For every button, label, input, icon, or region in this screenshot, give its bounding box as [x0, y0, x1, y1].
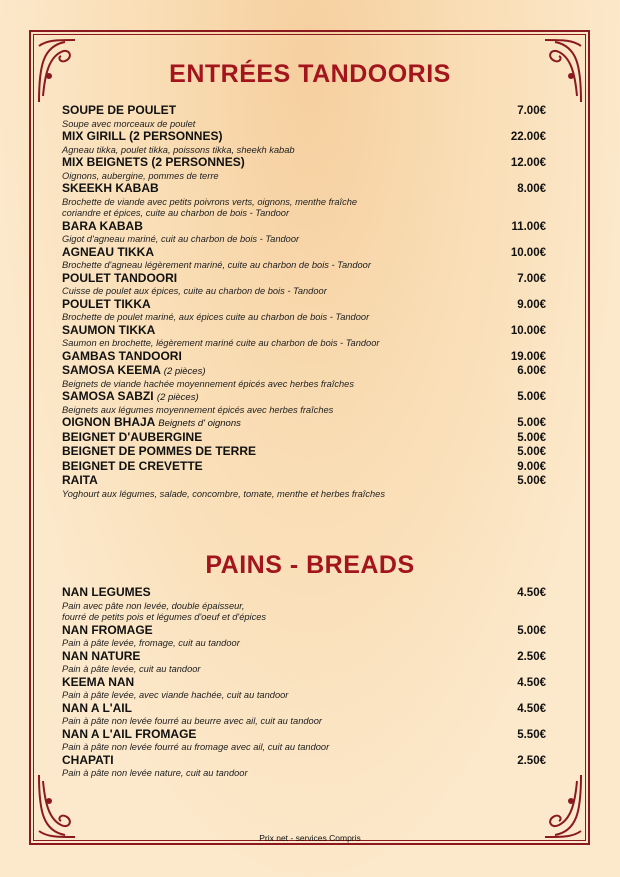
- item-price: 8.00€: [517, 183, 546, 195]
- item-name-text: POULET TIKKA: [62, 296, 151, 311]
- item-name-text: BEIGNET DE POMMES DE TERRE: [62, 444, 257, 458]
- menu-item: [62, 324, 546, 350]
- menu-item: [62, 350, 546, 365]
- item-name: [62, 220, 143, 234]
- menu-item-row: [62, 364, 546, 379]
- menu-item: [62, 624, 546, 650]
- item-description: Beignets aux légumes moyennement épicés avec herbes fraîches: [62, 404, 334, 415]
- item-name: [62, 445, 256, 459]
- item-description: Brochette de viande avec petits poivrons verts, oignons, menthe fraîche: [62, 196, 358, 207]
- item-name-text: BARA KABAB: [62, 218, 143, 233]
- item-name-text: SKEEKH KABAB: [62, 181, 159, 195]
- menu-item: [62, 272, 546, 298]
- item-name: [62, 650, 140, 664]
- menu-item-row: [62, 350, 546, 365]
- item-name-text: KEEMA NAN: [62, 674, 135, 689]
- item-name-text: NAN NATURE: [62, 648, 141, 663]
- item-name: [62, 246, 154, 260]
- item-name-text: NAN FROMAGE: [62, 622, 153, 637]
- item-price: 5.00€: [517, 624, 546, 637]
- item-name-text: BEIGNET D'AUBERGINE: [62, 429, 203, 444]
- scroll-ornament-icon: [35, 771, 79, 841]
- item-description: Pain à pâte levée, cuit au tandoor: [62, 664, 201, 674]
- item-name-text: POULET TANDOORI: [62, 270, 178, 285]
- item-name: [62, 474, 98, 488]
- item-description: Pain à pâte non levée fourré au beurre avec ail, cuit au tandoor: [62, 716, 322, 726]
- menu-item: [62, 586, 546, 624]
- item-name: [62, 624, 153, 638]
- menu-item: [62, 702, 546, 728]
- menu-item: [62, 246, 546, 272]
- menu-item: [62, 130, 546, 156]
- item-name: [62, 156, 245, 170]
- item-description: Pain avec pâte non levée, double épaisseur,: [62, 600, 245, 611]
- menu-item: [62, 474, 546, 500]
- section-title-entrees: ENTRÉES TANDOORIS: [169, 60, 451, 88]
- item-name-text: SOUPE DE POULET: [62, 103, 177, 117]
- menu-item-row: [62, 220, 546, 235]
- item-price: 2.50€: [517, 754, 546, 767]
- item-description: Beignets de viande hachée moyennement épicés avec herbes fraîches: [62, 378, 355, 389]
- menu-item-row: [62, 324, 546, 339]
- item-name-text: SAUMON TIKKA: [62, 322, 156, 337]
- menu-list-breads: [62, 586, 546, 780]
- menu-item: [62, 445, 546, 460]
- menu-item: [62, 390, 546, 416]
- item-name-text: CHAPATI: [62, 752, 114, 767]
- item-price: 10.00€: [510, 246, 546, 259]
- item-name: [62, 298, 151, 312]
- menu-item-row: [62, 298, 546, 313]
- item-name: [62, 390, 199, 405]
- item-price: 11.00€: [511, 220, 546, 233]
- item-note: (2 pièces): [163, 366, 206, 377]
- item-price: 5.00€: [517, 446, 546, 458]
- menu-item: [62, 156, 546, 182]
- menu-item: [62, 754, 546, 780]
- item-name: [62, 754, 114, 768]
- menu-item: [62, 650, 546, 676]
- item-name: [62, 431, 202, 445]
- item-name-text: MIX BEIGNETS (2 PERSONNES): [62, 155, 245, 169]
- item-name-text: NAN LEGUMES: [62, 585, 151, 599]
- item-name-text: MIX GIRILL (2 PERSONNES): [62, 129, 223, 143]
- item-name: [62, 364, 206, 379]
- menu-item: [62, 460, 546, 475]
- menu-item: [62, 431, 546, 446]
- menu-item-row: [62, 182, 546, 197]
- item-name-text: SAMOSA SABZI: [62, 389, 154, 403]
- item-price: 12.00€: [510, 157, 546, 169]
- item-name-text: OIGNON BHAJA: [62, 415, 155, 429]
- item-price: 5.00€: [517, 475, 546, 487]
- item-price: 6.00€: [517, 365, 546, 377]
- item-description: Cuisse de poulet aux épices, cuite au charbon de bois - Tandoor: [62, 286, 327, 296]
- menu-item: [62, 104, 546, 130]
- item-name-text: RAITA: [62, 473, 98, 487]
- item-name-text: GAMBAS TANDOORI: [62, 348, 182, 363]
- item-description: Brochette d'agneau légèrement mariné, cuite au charbon de bois - Tandoor: [62, 260, 371, 270]
- item-price: 9.00€: [517, 298, 546, 311]
- menu-item-row: [62, 728, 546, 743]
- item-name: [62, 324, 155, 338]
- menu-item-row: [62, 445, 546, 460]
- menu-item-row: [62, 246, 546, 261]
- menu-item: [62, 220, 546, 246]
- menu-item: [62, 364, 546, 390]
- menu-item-row: [62, 390, 546, 405]
- menu-item: [62, 728, 546, 754]
- item-description: Pain à pâte non levée nature, cuit au tandoor: [62, 768, 248, 778]
- item-name-text: BEIGNET DE CREVETTE: [62, 458, 203, 473]
- item-description: Pain à pâte non levée fourré au fromage avec ail, cuit au tandoor: [62, 742, 330, 752]
- item-price: 7.00€: [517, 105, 546, 117]
- item-name: [62, 350, 182, 364]
- item-name-text: NAN A L'AIL: [62, 700, 132, 715]
- item-description: Soupe avec morceaux de poulet: [62, 118, 196, 129]
- menu-item-row: [62, 754, 546, 769]
- item-name: [62, 586, 151, 600]
- item-description: coriandre et épices, cuite au charbon de bois - Tandoor: [62, 208, 290, 218]
- item-price: 4.50€: [517, 587, 546, 599]
- menu-item: [62, 416, 546, 431]
- item-description: Brochette de poulet mariné, aux épices cuite au charbon de bois - Tandoor: [62, 312, 370, 322]
- menu-item-row: [62, 130, 546, 145]
- item-price: 5.50€: [517, 728, 546, 741]
- menu-item-row: [62, 676, 546, 691]
- item-price: 19.00€: [510, 350, 546, 363]
- item-name-text: AGNEAU TIKKA: [62, 244, 154, 259]
- menu-item-row: [62, 460, 546, 475]
- menu-item: [62, 182, 546, 220]
- item-price: 4.50€: [517, 702, 546, 715]
- item-name: [62, 182, 159, 196]
- item-price: 10.00€: [510, 324, 546, 337]
- menu-item-row: [62, 624, 546, 639]
- menu-item-row: [62, 104, 546, 119]
- menu-item-row: [62, 156, 546, 171]
- item-name: [62, 728, 196, 742]
- menu-list-entrees: [62, 104, 546, 500]
- footer-note: Prix net - services Compris: [259, 833, 361, 843]
- item-price: 5.00€: [517, 391, 546, 403]
- menu-item: [62, 298, 546, 324]
- item-name-text: NAN A L'AIL FROMAGE: [62, 726, 197, 741]
- item-description: Saumon en brochette, légèrement mariné cuite au charbon de bois - Tandoor: [62, 338, 380, 348]
- menu-item-row: [62, 431, 546, 446]
- item-description: Oignons, aubergine, pommes de terre: [62, 170, 219, 181]
- item-price: 7.00€: [517, 272, 546, 285]
- menu-item: [62, 676, 546, 702]
- item-description: Yoghourt aux légumes, salade, concombre, tomate, menthe et herbes fraîches: [62, 488, 385, 499]
- item-name: [62, 702, 132, 716]
- item-name: [62, 676, 134, 690]
- menu-item-row: [62, 272, 546, 287]
- item-name: [62, 272, 177, 286]
- item-name-text: SAMOSA KEEMA: [62, 363, 161, 377]
- scroll-ornament-icon: [541, 771, 585, 841]
- item-price: 22.00€: [510, 131, 546, 143]
- menu-item-row: [62, 650, 546, 665]
- item-price: 5.00€: [517, 431, 546, 444]
- item-price: 5.00€: [517, 417, 546, 429]
- item-description: Pain à pâte levée, avec viande hachée, cuit au tandoor: [62, 690, 289, 700]
- item-description: Gigot d'agneau mariné, cuit au charbon de bois - Tandoor: [62, 234, 300, 244]
- item-description: Pain à pâte levée, fromage, cuit au tandoor: [62, 638, 240, 648]
- item-description: fourré de petits pois et légumes d'oeuf et d'épices: [62, 612, 267, 622]
- item-name: [62, 416, 241, 431]
- menu-item-row: [62, 586, 546, 601]
- item-name: [62, 460, 203, 474]
- item-name: [62, 104, 176, 118]
- menu-item-row: [62, 474, 546, 489]
- section-title-breads: PAINS - BREADS: [205, 551, 415, 579]
- item-description: Agneau tikka, poulet tikka, poissons tikka, sheekh kabab: [62, 144, 295, 155]
- item-note: Beignets d' oignons: [158, 418, 241, 429]
- item-note: (2 pièces): [156, 392, 199, 403]
- item-price: 2.50€: [517, 650, 546, 663]
- item-price: 4.50€: [517, 676, 546, 689]
- menu-item-row: [62, 702, 546, 717]
- menu-item-row: [62, 416, 546, 431]
- item-price: 9.00€: [517, 460, 546, 473]
- item-name: [62, 130, 222, 144]
